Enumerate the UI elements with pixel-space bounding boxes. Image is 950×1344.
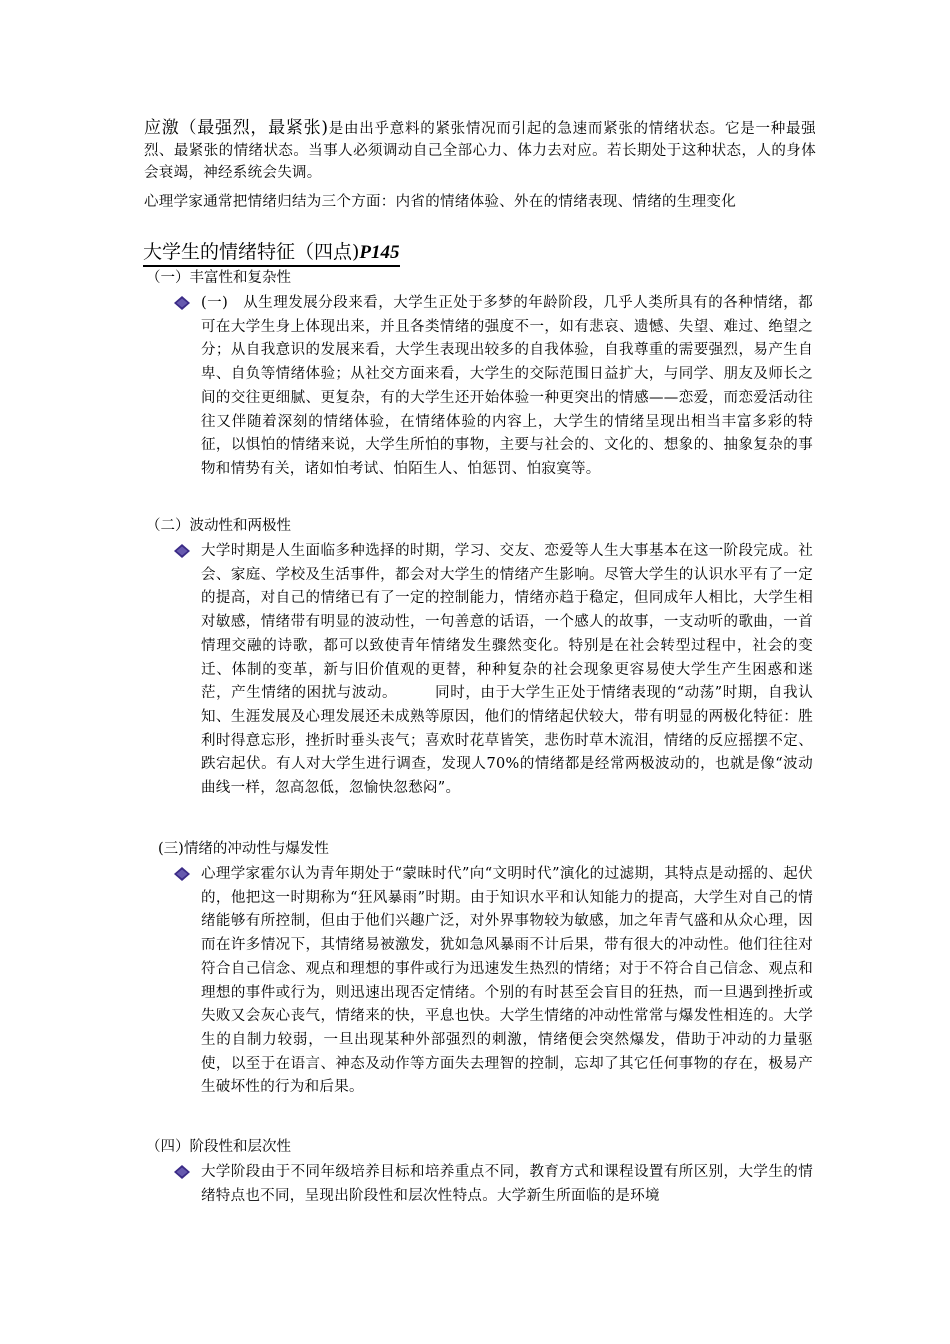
section-body-2: 大学时期是人生面临多种选择的时期，学习、交友、恋爱等人生大事基本在这一阶段完成。社会、家庭、学校及生活事件，都会对大学生的情绪产生影响。尽管大学生的认识水平有了一定的提高，对自己的情绪已有了一定的控制能力，情绪亦趋于稳定，但同成年人相比，大学生相对敏感，情绪带有明显的波动性，一句善意的话语，一个感人的故事，一支动听的歌曲，一首情理交融的诗歌，都可以致使青年情绪发生骤然变化。特别是在社会转型过程中，社会的变迁、体制的变革，新与旧价值观的更替，种种复杂的社会现象更容易使大学生产生困惑和迷茫，产生情绪的困扰与波动。 同时，由于大学生正处于情绪表现的“动荡”时期，自我认知、生涯发展及心理发展还未成熟等原因，他们的情绪起伏较大，带有明显的两极化特征：胜利时得意忘形，挫折时垂头丧气；喜欢时花草皆笑，悲伤时草木流泪，情绪的反应摇摆不定、跌宕起伏。有人对大学生进行调查，发现人70%的情绪都是经常两极波动的，也就是像“波动曲线一样，忽高忽低，忽愉快忽愁闷”。 [201,543,813,797]
section-body-1: (一) 从生理发展分段来看，大学生正处于多梦的年龄阶段，几乎人类所具有的各种情绪，都可在大学生身上体现出来，并且各类情绪的强度不一，如有悲哀、遗憾、失望、难过、绝望之分；从自我意识的发展来看，大学生表现出较多的自我体验，自我尊重的需要强烈，易产生自卑、自负等情绪体验；从社交方面来看，大学生的交际范围日益扩大，与同学、朋友及师长之间的交往更细腻、更复杂，有的大学生还开始体验一种更突出的情感——恋爱，而恋爱活动往往又伴随着深刻的情绪体验，在情绪体验的内容上，大学生的情绪呈现出相当丰富多彩的特征，以惧怕的情绪来说，大学生所怕的事物，主要与社会的、文化的、想象的、抽象复杂的事物和情势有关，诸如怕考试、怕陌生人、怕惩罚、怕寂寞等。 [201,295,813,477]
intro-lead-text: 是由出乎意料的紧张情况而引起的急速而紧张的情绪状态。它是一种最强烈、最紧张的情绪状态。当事人必须调动自己全部心力、体力去对应。若长期处于这种状态，人的身体会衰竭，神经系统会失调。 [144,121,816,181]
intro-paragraph [144,117,816,184]
section-heading-text: 大学生的情绪特征（四点) [143,241,360,263]
subsection-title-3: (三)情绪的冲动性与爆发性 [158,841,329,857]
section-body-4: 大学阶段由于不同年级培养目标和培养重点不同，教育方式和课程设置有所区别，大学生的情绪特点也不同，呈现出阶段性和层次性特点。大学新生所面临的是环境 [201,1164,813,1204]
subsection-title-1: （一）丰富性和复杂性 [146,270,291,286]
section-heading [143,240,400,267]
subsection-title-4: （四）阶段性和层次性 [146,1139,291,1155]
intro-lead-term: 应激（最强烈，最紧张) [144,118,329,138]
page-reference: P145 [359,242,400,263]
section-body-3: 心理学家霍尔认为青年期处于“蒙昧时代”向“文明时代”演化的过滤期，其特点是动摇的、起伏的，他把这一时期称为“狂风暴雨”时期。由于知识水平和认知能力的提高，大学生对自己的情绪能够有所控制，但由于他们兴趣广泛，对外界事物较为敏感，加之年青气盛和从众心理，因而在许多情况下，其情绪易被激发，犹如急风暴雨不计后果，带有很大的冲动性。他们往往对符合自己信念、观点和理想的事件或行为迅速发生热烈的情绪；对于不符合自己信念、观点和理想的事件或行为，则迅速出现否定情绪。个别的有时甚至会盲目的狂热，而一旦遇到挫折或失败又会灰心丧气，情绪来的快，平息也快。大学生情绪的冲动性常常与爆发性相连的。大学生的自制力较弱，一旦出现某种外部强烈的刺激，情绪便会突然爆发，借助于冲动的力量驱使，以至于在语言、神态及动作等方面失去理智的控制，忘却了其它任何事物的存在，极易产生破坏性的行为和后果。 [201,866,813,1096]
subsection-title-2: （二）波动性和两极性 [146,518,291,534]
diamond-bullet-icon [172,866,192,882]
diamond-bullet-icon [172,1164,192,1180]
intro-aspects-paragraph: 心理学家通常把情绪归结为三个方面：内省的情绪体验、外在的情绪表现、情绪的生理变化 [144,194,736,210]
diamond-bullet-icon [172,295,192,311]
diamond-bullet-icon [172,543,192,559]
